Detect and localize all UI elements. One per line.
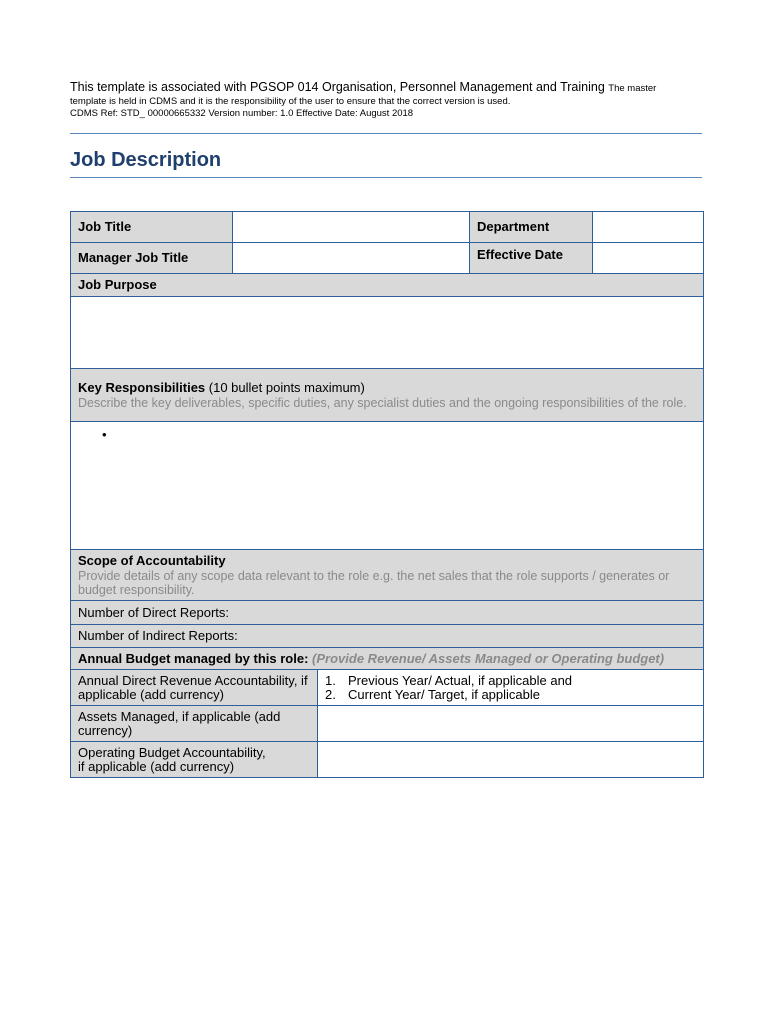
operating-budget-label-line2: if applicable (add currency) — [78, 758, 235, 774]
department-label: Department — [470, 212, 593, 243]
revenue-item-1-number: 1. — [325, 672, 336, 688]
scope-header-row — [71, 550, 704, 601]
key-responsibilities-field[interactable] — [71, 422, 704, 550]
page-title: Job Description — [70, 149, 222, 171]
annual-budget-paren-open: ( — [312, 650, 317, 666]
assets-field[interactable] — [318, 706, 704, 742]
annual-budget-header — [71, 648, 704, 670]
job-title-field[interactable] — [233, 212, 470, 243]
job-purpose-header-row — [71, 274, 704, 297]
assets-row — [71, 706, 704, 742]
header-cdms-ref: CDMS Ref: STD_ 00000665332 Version number: 1.0 Effective Date: August 2018 — [70, 108, 414, 119]
assets-label: Assets Managed, if applicable (add currency) — [71, 706, 318, 742]
revenue-row — [71, 670, 704, 706]
direct-reports-label[interactable]: Number of Direct Reports: — [71, 601, 704, 625]
operating-budget-label — [71, 742, 318, 778]
header-template-association: This template is associated with PGSOP 014 Organisation, Personnel Management and Training — [70, 80, 605, 94]
bullet-point: • — [102, 427, 107, 442]
effective-date-label: Effective Date — [470, 243, 593, 274]
revenue-item-2 — [325, 688, 696, 702]
header-template-notice — [70, 80, 702, 96]
annual-budget-label: Annual Budget managed by this role: — [78, 650, 309, 666]
revenue-item-2-number: 2. — [325, 686, 336, 702]
key-responsibilities-row — [71, 422, 704, 550]
job-description-table — [70, 211, 704, 778]
indirect-reports-label[interactable]: Number of Indirect Reports: — [71, 625, 704, 648]
revenue-item-2-text: Current Year/ Target, if applicable — [348, 686, 540, 702]
scope-label: Scope of Accountability — [78, 553, 226, 568]
key-responsibilities-header-row — [71, 369, 704, 422]
key-responsibilities-note: (10 bullet points maximum) — [208, 380, 365, 395]
scope-header — [71, 550, 704, 601]
annual-budget-row — [71, 648, 704, 670]
document-header — [70, 80, 702, 120]
job-purpose-field[interactable] — [71, 297, 704, 369]
manager-job-title-field[interactable] — [233, 243, 470, 274]
direct-reports-row — [71, 601, 704, 625]
operating-budget-row — [71, 742, 704, 778]
key-responsibilities-label: Key Responsibilities — [78, 380, 206, 395]
annual-budget-paren-close: ) — [659, 650, 665, 666]
job-purpose-row — [71, 297, 704, 369]
job-title-row — [71, 212, 704, 243]
manager-job-title-label: Manager Job Title — [71, 243, 233, 274]
operating-budget-label-line1: Operating Budget Accountability, — [78, 744, 266, 760]
indirect-reports-row — [71, 625, 704, 648]
top-divider — [70, 133, 702, 134]
key-responsibilities-hint: Describe the key deliverables, specific duties, any specialist duties and the ongoing responsibilities of the role. — [78, 396, 687, 410]
title-divider — [70, 177, 702, 178]
department-field[interactable] — [593, 212, 704, 243]
effective-date-field[interactable] — [593, 243, 704, 274]
job-purpose-label: Job Purpose — [71, 274, 704, 297]
revenue-item-1-text: Previous Year/ Actual, if applicable and — [348, 672, 573, 688]
operating-budget-field[interactable] — [318, 742, 704, 778]
key-responsibilities-header — [71, 369, 704, 422]
header-master-note-start: The master — [608, 83, 657, 94]
annual-budget-hint: Provide Revenue/ Assets Managed or Operating budget — [316, 650, 660, 666]
scope-hint: Provide details of any scope data relevant to the role e.g. the net sales that the role supports / generates or budget responsibility. — [78, 569, 670, 597]
header-master-note: template is held in CDMS and it is the responsibility of the user to ensure that the correct version is used. — [70, 96, 511, 107]
revenue-label: Annual Direct Revenue Accountability, if applicable (add currency) — [71, 670, 318, 706]
job-title-label: Job Title — [71, 212, 233, 243]
revenue-item-1 — [325, 674, 696, 688]
manager-row — [71, 243, 704, 274]
revenue-field[interactable] — [318, 670, 704, 706]
